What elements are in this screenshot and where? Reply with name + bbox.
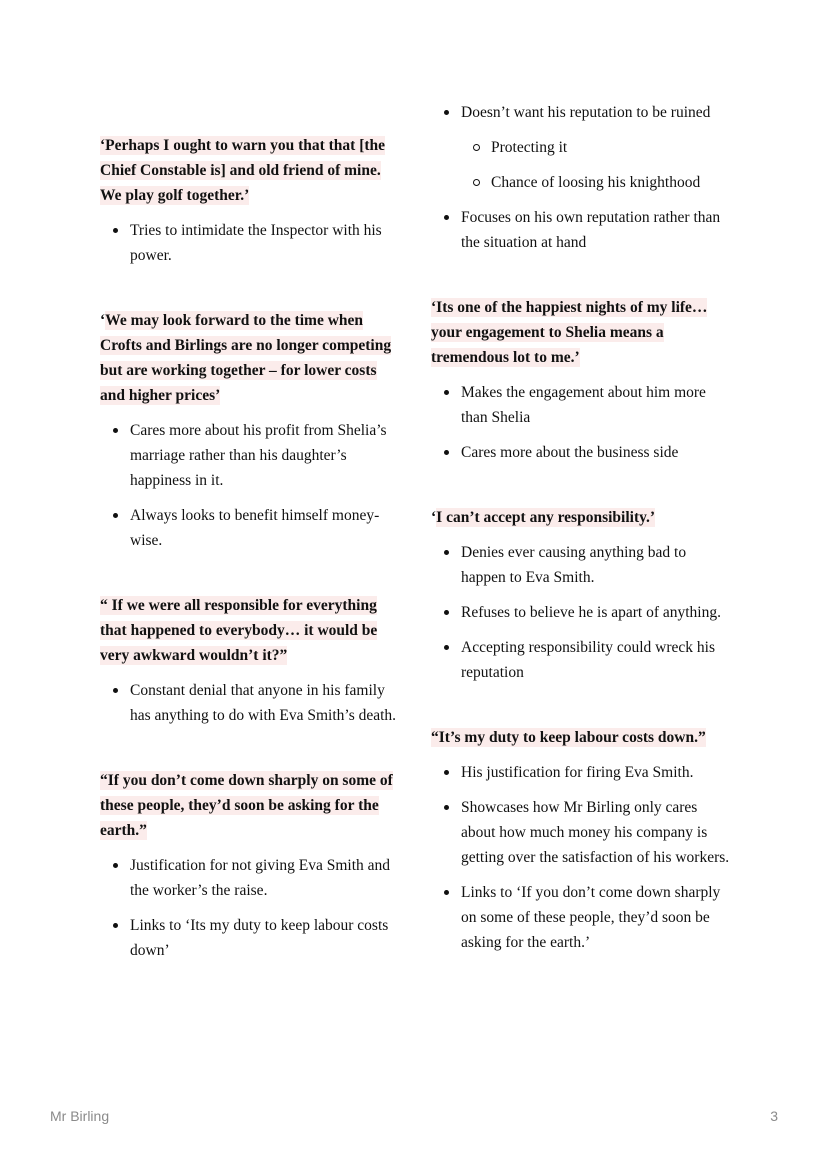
bullet-item: Always looks to benefit himself money-wise.	[130, 503, 400, 553]
bullet-item: Links to ‘Its my duty to keep labour costs down’	[130, 913, 400, 963]
bullet-item: Doesn’t want his reputation to be ruined Protecting it Chance of loosing his knighthood	[461, 100, 731, 195]
quote: ‘I can’t accept any responsibility.’	[431, 509, 656, 526]
bullet-list	[431, 540, 731, 685]
quote-block-all-responsible	[100, 593, 400, 728]
bullet-list	[100, 418, 400, 553]
bullet-item: Cares more about his profit from Shelia’s marriage rather than his daughter’s happiness in it.	[130, 418, 400, 493]
bullet-list	[431, 380, 731, 465]
quote-block-warn-chief-constable	[100, 133, 400, 268]
quote: “ If we were all responsible for everything that happened to everybody… it would be very awkward wouldn’t it?”	[100, 597, 378, 664]
sub-bullet-list	[461, 135, 731, 195]
bullet-list	[431, 760, 731, 955]
sub-bullet-item: Chance of loosing his knighthood	[491, 170, 731, 195]
bullet-item: Showcases how Mr Birling only cares about how much money his company is getting over the satisfaction of his workers.	[461, 795, 731, 870]
bullet-list	[100, 218, 400, 268]
bullet-item: Tries to intimidate the Inspector with his power.	[130, 218, 400, 268]
left-column	[100, 133, 400, 1003]
bullet-list	[100, 853, 400, 963]
quote-block-happiest-nights	[431, 295, 731, 465]
quote: ‘We may look forward to the time when Crofts and Birlings are no longer competing but are working together – for lower costs and higher prices’	[100, 312, 392, 404]
quote: “It’s my duty to keep labour costs down.”	[431, 729, 706, 746]
bullet-item: His justification for firing Eva Smith.	[461, 760, 731, 785]
quote-block-crofts-birlings	[100, 308, 400, 553]
bullet-item: Accepting responsibility could wreck his reputation	[461, 635, 731, 685]
bullet-item: Cares more about the business side	[461, 440, 731, 465]
bullet-item: Constant denial that anyone in his family has anything to do with Eva Smith’s death.	[130, 678, 400, 728]
bullet-list	[100, 678, 400, 728]
right-column	[431, 100, 731, 995]
quote-block-labour-costs	[431, 725, 731, 955]
bullet-item: Links to ‘If you don’t come down sharply on some of these people, they’d soon be asking for the earth.’	[461, 880, 731, 955]
bullet-item: Justification for not giving Eva Smith and the worker’s the raise.	[130, 853, 400, 903]
bullet-item: Refuses to believe he is apart of anything.	[461, 600, 731, 625]
bullet-item: Denies ever causing anything bad to happen to Eva Smith.	[461, 540, 731, 590]
footer-title: Mr Birling	[50, 1108, 110, 1124]
bullet-item: Focuses on his own reputation rather than the situation at hand	[461, 205, 731, 255]
quote-block-come-down-sharply	[100, 768, 400, 963]
bullet-item: Makes the engagement about him more than Shelia	[461, 380, 731, 430]
quote: ‘Its one of the happiest nights of my life… your engagement to Shelia means a tremendous lot to me.’	[431, 299, 708, 366]
page-number: 3	[770, 1108, 778, 1124]
reputation-notes	[431, 100, 731, 255]
quote: “If you don’t come down sharply on some of these people, they’d soon be asking for the earth.”	[100, 772, 393, 839]
sub-bullet-item: Protecting it	[491, 135, 731, 160]
bullet-list	[431, 100, 731, 255]
quote-block-no-responsibility	[431, 505, 731, 685]
quote: ‘Perhaps I ought to warn you that that [the Chief Constable is] and old friend of mine. We play golf together.’	[100, 137, 386, 204]
